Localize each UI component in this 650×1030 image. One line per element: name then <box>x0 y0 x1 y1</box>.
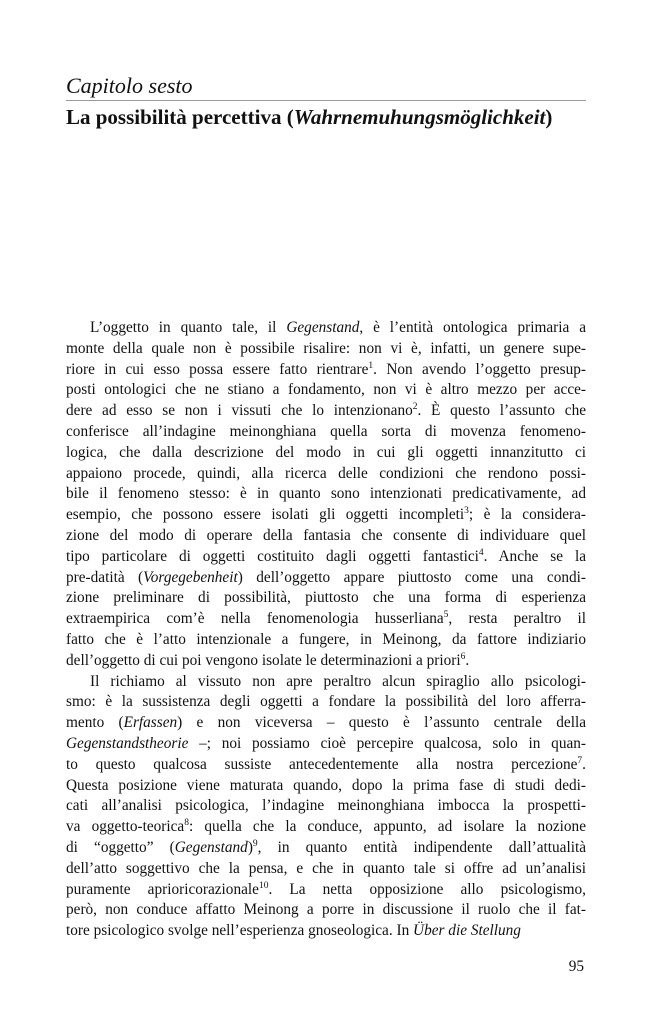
footnote-ref[interactable]: 10 <box>258 880 269 891</box>
text-line <box>66 921 586 942</box>
text-line <box>66 547 586 568</box>
text-segment: Questa posizione viene maturata quando, dopo la prima fase di studi dedi- <box>66 776 586 794</box>
chapter-title <box>66 104 552 130</box>
text-segment: dell’oggetto di cui poi vengono isolate le determinazioni a priori <box>66 651 461 669</box>
text-segment: zione preliminare di possibilità, piuttosto che una forma di esperienza <box>66 589 586 607</box>
text-line <box>66 526 586 547</box>
footnote-ref[interactable]: 6 <box>460 651 466 662</box>
text-segment: –; noi possiamo cioè percepire qualcosa, solo in quan- <box>188 734 586 752</box>
footnote-ref[interactable]: 3 <box>464 506 469 517</box>
text-segment: extraempirica com’è nella fenomenologia husserliana <box>66 610 444 628</box>
text-segment: . La netta opposizione allo psicologismo, <box>268 880 586 898</box>
text-line <box>66 568 586 589</box>
text-segment: . <box>582 755 586 773</box>
text-segment: zione del modo di operare della fantasia che consente di individuare quel <box>66 526 586 544</box>
footnote-ref[interactable]: 1 <box>368 360 374 371</box>
text-line <box>66 422 586 443</box>
text-line <box>66 900 586 921</box>
text-segment: esempio, che possono essere isolati gli oggetti incompleti <box>66 506 465 524</box>
text-segment: . Anche se la <box>483 547 586 565</box>
text-segment: , è l’entità ontologica primaria a <box>359 319 586 336</box>
text-segment: riore in cui esso possa essere fatto rientrare <box>66 360 369 378</box>
text-segment: . <box>465 651 470 669</box>
header-rule <box>66 100 586 101</box>
text-line <box>66 588 586 609</box>
italic-term: Vorgegebenheit <box>143 568 238 586</box>
text-line <box>66 755 586 776</box>
text-line <box>66 609 586 630</box>
text-segment: pre-datità ( <box>66 568 144 586</box>
text-segment: fatto che è l’atto intenzionale a fungere, in Meinong, da fattore indiziario <box>66 630 586 648</box>
text-line <box>66 796 586 817</box>
text-segment: va oggetto-teorica <box>66 818 185 836</box>
footnote-ref[interactable]: 7 <box>577 755 583 766</box>
body-text <box>66 318 586 942</box>
page-number: 95 <box>568 958 584 975</box>
text-segment: monte della quale non è possibile risalire: non vi è, infatti, un genere supe- <box>66 339 586 357</box>
text-segment: L’oggetto in quanto tale, il <box>90 319 287 336</box>
text-segment: to questo qualcosa sussiste antecedentemente alla nostra percezione <box>66 755 578 773</box>
chapter-title-end: ) <box>545 105 553 129</box>
text-line <box>66 380 586 401</box>
text-segment: però, non conduce affatto Meinong a porre in discussione il ruolo che il fat- <box>66 901 586 919</box>
text-line <box>66 318 586 339</box>
footnote-ref[interactable]: 2 <box>412 402 418 413</box>
text-segment: ) e non viceversa – questo è l’assunto centrale della <box>177 714 586 732</box>
italic-term: Gegenstand <box>286 319 360 336</box>
italic-term: Gegenstandstheorie <box>66 734 189 752</box>
chapter-label: Capitolo sesto <box>66 73 193 98</box>
text-line <box>66 484 586 505</box>
text-segment: appaiono procede, quindi, alla ricerca delle condizioni che rendono possi- <box>66 464 586 482</box>
italic-term: Über die Stellung <box>413 922 521 940</box>
text-line <box>66 401 586 422</box>
footnote-ref[interactable]: 5 <box>443 610 449 621</box>
chapter-title-german: Wahrnemuhungsmöglichkeit <box>293 105 546 129</box>
footnote-ref[interactable]: 9 <box>252 838 258 849</box>
text-segment: . È questo l’assunto che <box>417 402 587 420</box>
text-segment: tore psicologico svolge nell’esperienza gnoseologica. In <box>66 922 414 940</box>
text-segment: posti ontologici che ne stiano a fondamento, non vi è altro mezzo per acce- <box>66 381 586 399</box>
text-segment: , resta peraltro il <box>448 610 586 628</box>
text-line <box>66 838 586 859</box>
text-segment: ; è la considera- <box>468 506 586 524</box>
text-segment: cati all’analisi psicologica, l’indagine meinonghiana imbocca la prospetti- <box>66 797 586 815</box>
text-line <box>66 817 586 838</box>
footnote-ref[interactable]: 8 <box>184 818 189 829</box>
text-segment: , in quanto entità indipendente dall’attualità <box>257 838 586 856</box>
text-segment: conferisce all’indagine meinonghiana quella sorta di movenza fenomeno- <box>66 422 586 440</box>
text-segment: : quella che la conduce, appunto, ad isolare la nozione <box>188 818 586 836</box>
text-line <box>66 734 586 755</box>
text-line <box>66 859 586 880</box>
text-segment: tipo particolare di oggetti costituito dagli oggetti fantastici <box>66 547 479 565</box>
chapter-title-main: La possibilità percettiva ( <box>66 105 294 129</box>
text-segment: logica, che dalla descrizione del modo in cui gli oggetti innanzitutto ci <box>66 443 586 461</box>
text-segment: dell’atto soggettivo che la pensa, e che in quanto tale si offre ad un’analisi <box>66 859 586 877</box>
text-segment: puramente aprioricorazionale <box>66 880 259 898</box>
text-segment: di “oggetto” ( <box>66 838 175 856</box>
text-line <box>66 505 586 526</box>
text-segment: smo: è la sussistenza degli oggetti a fondare la possibilità del loro afferra- <box>66 693 586 711</box>
text-segment: . Non avendo l’oggetto presup- <box>373 360 586 378</box>
text-segment: ) <box>247 838 253 856</box>
text-segment: ) dell’oggetto appare piuttosto come una condi- <box>237 568 586 586</box>
text-line <box>66 360 586 381</box>
footnote-ref[interactable]: 4 <box>478 547 484 558</box>
text-line <box>66 713 586 734</box>
text-segment: Il richiamo al vissuto non apre peraltro alcun spiraglio allo psicologi- <box>90 672 586 690</box>
italic-term: Erfassen <box>123 714 178 732</box>
text-line <box>66 464 586 485</box>
text-line <box>66 630 586 651</box>
text-segment: mento ( <box>66 714 124 732</box>
text-line <box>66 443 586 464</box>
text-line <box>66 651 586 672</box>
italic-term: Gegenstand <box>174 838 248 856</box>
text-line <box>66 692 586 713</box>
text-line <box>66 339 586 360</box>
text-line <box>66 776 586 797</box>
text-line <box>66 672 586 693</box>
text-line <box>66 880 586 901</box>
text-segment: bile il fenomeno stesso: è in quanto sono intenzionati predicativamente, ad <box>66 485 586 503</box>
text-segment: dere ad esso se non i vissuti che lo intenzionano <box>66 402 413 420</box>
